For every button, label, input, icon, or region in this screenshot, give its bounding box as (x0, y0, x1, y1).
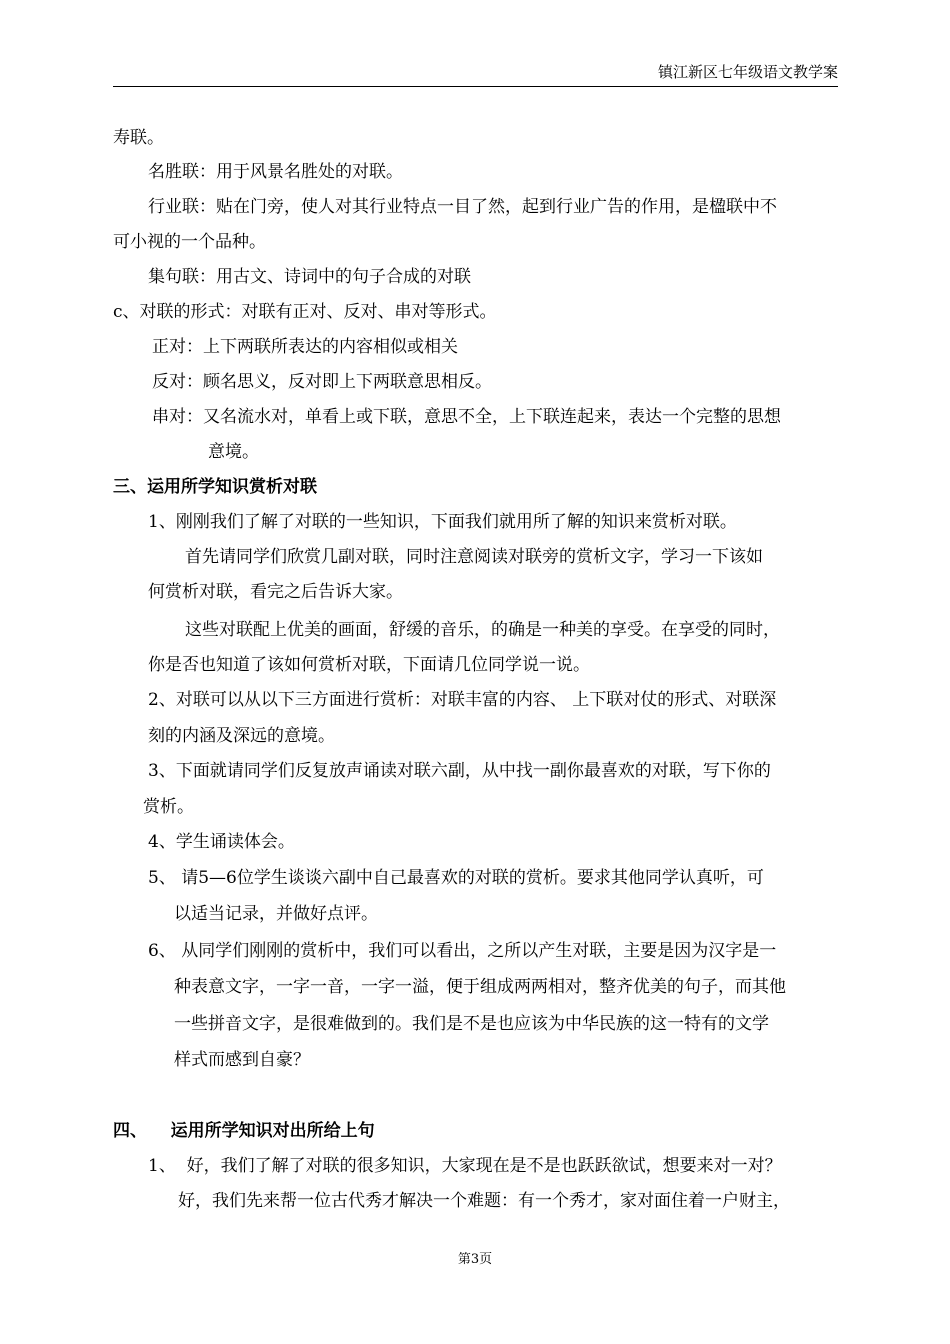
text-line: 反对：顾名思义，反对即上下两联意思相反。 (152, 372, 492, 392)
text-line: 好，我们先来帮一位古代秀才解决一个难题：有一个秀才，家对面住着一户财主， (178, 1191, 790, 1211)
text-line: 样式而感到自豪？ (174, 1050, 310, 1070)
text-line: 可小视的一个品种。 (113, 232, 266, 252)
text-line: 一些拼音文字，是很难做到的。我们是不是也应该为中华民族的这一特有的文学 (174, 1014, 769, 1034)
text-line: 正对：上下两联所表达的内容相似或相关 (152, 337, 458, 357)
page-number: 第3页 (457, 1252, 493, 1267)
text-line: 寿联。 (113, 128, 164, 148)
text-line: 1、刚刚我们了解了对联的一些知识，下面我们就用所了解的知识来赏析对联。 (148, 512, 737, 532)
text-line: 种表意文字，一字一音，一字一溢，便于组成两两相对，整齐优美的句子，而其他 (174, 977, 786, 997)
section-heading: 三、运用所学知识赏析对联 (113, 477, 317, 497)
text-line: 首先请同学们欣赏几副对联，同时注意阅读对联旁的赏析文字，学习一下该如 (185, 547, 763, 567)
text-line: 6、 从同学们刚刚的赏析中，我们可以看出，之所以产生对联，主要是因为汉字是一 (148, 941, 777, 961)
text-line: 以适当记录，并做好点评。 (174, 904, 378, 924)
text-line: 3、下面就请同学们反复放声诵读对联六副，从中找一副你最喜欢的对联，写下你的 (148, 761, 771, 781)
text-line: 这些对联配上优美的画面，舒缓的音乐，的确是一种美的享受。在享受的同时， (185, 620, 780, 640)
text-line: 4、学生诵读体会。 (148, 832, 295, 852)
text-line: 串对：又名流水对，单看上或下联，意思不全，上下联连起来，表达一个完整的思想 (152, 407, 781, 427)
text-line: 行业联：贴在门旁，使人对其行业特点一目了然，起到行业广告的作用，是楹联中不 (148, 197, 777, 217)
text-line: 意境。 (208, 442, 259, 462)
text-line: 名胜联：用于风景名胜处的对联。 (148, 162, 403, 182)
text-line: 赏析。 (143, 797, 194, 817)
text-line: 你是否也知道了该如何赏析对联，下面请几位同学说一说。 (148, 655, 590, 675)
section-heading: 四、 运用所学知识对出所给上句 (113, 1121, 375, 1141)
text-line: 5、 请5—6位学生谈谈六副中自己最喜欢的对联的赏析。要求其他同学认真听，可 (148, 868, 764, 888)
text-line: c、对联的形式：对联有正对、反对、串对等形式。 (113, 302, 497, 322)
header-title: 镇江新区七年级语文教学案 (657, 63, 838, 81)
text-line: 何赏析对联，看完之后告诉大家。 (148, 582, 403, 602)
text-line: 2、对联可以从以下三方面进行赏析：对联丰富的内容、 上下联对仗的形式、对联深 (148, 690, 777, 710)
text-line: 1、 好，我们了解了对联的很多知识，大家现在是不是也跃跃欲试，想要来对一对？ (148, 1156, 782, 1176)
page-header (113, 62, 838, 87)
text-line: 集句联：用古文、诗词中的句子合成的对联 (148, 267, 471, 287)
text-line: 刻的内涵及深远的意境。 (148, 726, 335, 746)
